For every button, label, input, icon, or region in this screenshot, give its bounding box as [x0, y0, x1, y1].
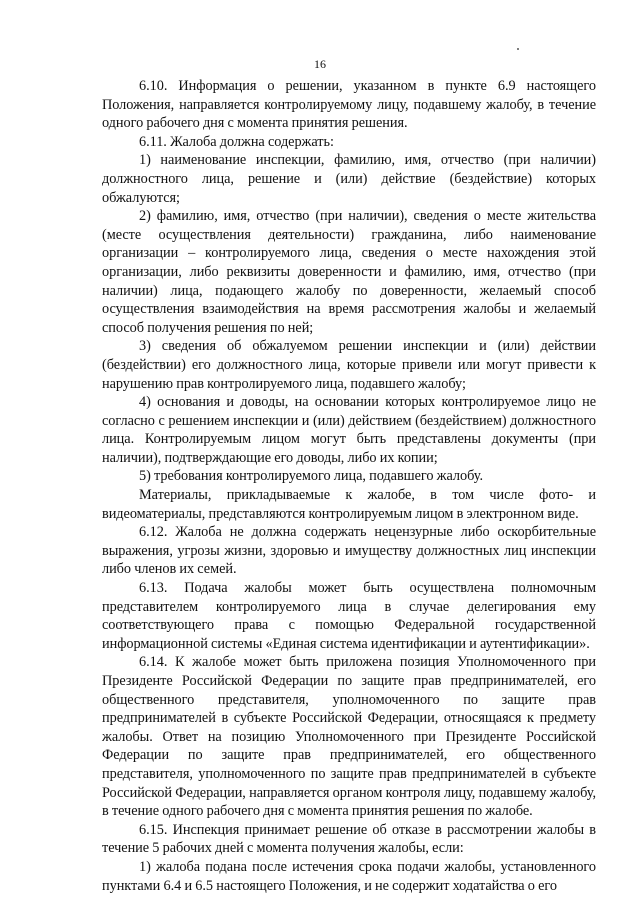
document-body	[102, 77, 596, 895]
list-item-4: 4) основания и доводы, на основании которых контролируемое лицо не согласно с решением инспекции и (или) действием (бездействием) должностного лица. Контролируемым лицом могут быть представлены документы (при наличии), подтверждающие его доводы, либо их копии;	[102, 394, 596, 466]
list-item-1: 1) наименование инспекции, фамилию, имя, отчество (при наличии) должностного лица, решение и (или) действие (бездействие) которых обжалуются;	[102, 152, 596, 206]
list-item-5: 5) требования контролируемого лица, подавшего жалобу.	[139, 468, 483, 485]
paragraph-6-12: 6.12. Жалоба не должна содержать нецензурные либо оскорбительные выражения, угрозы жизни, здоровью и имуществу должностных лиц инспекции либо членов их семей.	[102, 524, 596, 578]
paragraph-6-10: 6.10. Информация о решении, указанном в пункте 6.9 настоящего Положения, направляется контролируемому лицу, подавшему жалобу, в течение одного рабочего дня с момента принятия решения.	[102, 78, 596, 132]
list-item-2: 2) фамилию, имя, отчество (при наличии), сведения о месте жительства (месте осуществления деятельности) гражданина, либо наименование организации – контролируемого лица, сведения о месте нахождения этой организации, либо реквизиты доверенности и фамилию, имя, отчество (при наличии) лица, подающего жалобу по доверенности, желаемый способ осуществления взаимодействия на время рассмотрения жалобы и желаемый способ получения решения по ней;	[102, 208, 596, 336]
scan-speck	[517, 48, 519, 50]
paragraph-6-14: 6.14. К жалобе может быть приложена позиция Уполномоченного при Президенте Российской Федерации по защите прав предпринимателей, его общественного представителя, уполномоченного по защите прав предпринимателей в субъекте Российской Федерации, относящаяся к предмету жалобы. Ответ на позицию Уполномоченного при Президенте Российской Федерации по защите прав предпринимателей, его общественного представителя, уполномоченного по защите прав предпринимателей в субъекте Российской Федерации, направляется органом контроля лицу, подавшему жалобу, в течение одного рабочего дня с момента принятия решения по жалобе.	[102, 654, 596, 820]
paragraph-6-15: 6.15. Инспекция принимает решение об отказе в рассмотрении жалобы в течение 5 рабочих дней с момента получения жалобы, если:	[102, 821, 596, 857]
paragraph-6-11: 6.11. Жалоба должна содержать:	[139, 133, 334, 150]
paragraph-materials: Материалы, прикладываемые к жалобе, в том числе фото- и видеоматериалы, представляются контролируемым лицом в электронном виде.	[102, 487, 596, 522]
list-item-6-15-1: 1) жалоба подана после истечения срока подачи жалобы, установленного пунктами 6.4 и 6.5 настоящего Положения, и не содержит ходатайства о его	[102, 858, 596, 894]
paragraph-6-13: 6.13. Подача жалобы может быть осуществлена полномочным представителем контролируемого лица в случае делегирования ему соответствующего права с помощью Федеральной государственной информационной системы «Единая система идентификации и аутентификации».	[102, 580, 596, 652]
page-number: 16	[314, 57, 326, 71]
list-item-3: 3) сведения об обжалуемом решении инспекции и (или) действии (бездействии) его должностного лица, которые привели или могут привести к нарушению прав контролируемого лица, подавшего жалобу;	[102, 338, 596, 392]
